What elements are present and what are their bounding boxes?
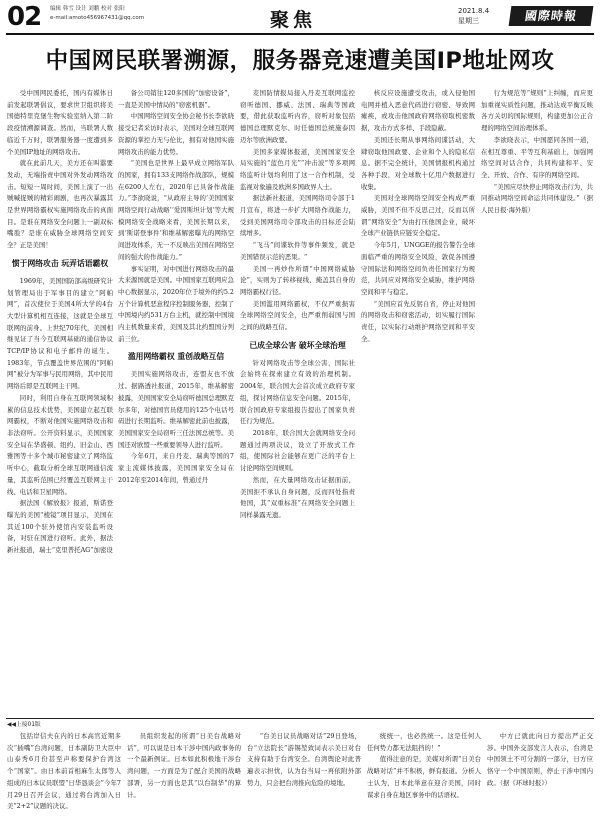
staff-line: 编辑 韩雪 设计 刘鹏 校对 张阳 xyxy=(50,6,125,12)
article-paragraph: 美国对全球网络空间安全构成严重威胁，美国不但不反思己过，反而以所谓“网络安全”为由打压他国企业，破坏全球产业链供应链安全稳定。 xyxy=(361,194,475,238)
article-paragraph: 据法国《解放报》报道，斯诺登曝光的美国“棱镜”项目显示，美国在其近100个驻外使馆内安装监听设备，对驻在国进行窃听。此外，据法新社报道，瑞士“克里普托AG”加密设 xyxy=(7,499,113,555)
article-paragraph: 麦国防情报局接入丹麦互联网监控窃听德国、挪威、法国、瑞典等国政要，借此获取监听内容，窃听对象包括德国总理默克尔、时任德国总统施泰因迈尔等欧洲政要。 xyxy=(240,89,355,144)
section-title: 聚焦 xyxy=(270,9,317,31)
article-paragraph: 事实证明，对中国进行网络攻击的最大来源国就是美国。中国国家互联网应急中心数据显示，2020年位于境外的约5.2万个计算机恶意程序控制服务器，控制了中国境内约531万台主机，就控制中国境内主机数量来看，美国及其北约盟国分列前三位。 xyxy=(118,264,234,343)
article-paragraph: 核反应设施遭受攻击，或入侵他国电网并植入恶意代码进行窃密、导致网瘫痪，或攻击他国政府网络窃取机密数据，攻击方式多样、手段隐蔽。 xyxy=(361,89,475,133)
article-column-4 xyxy=(361,88,475,715)
article-paragraph: 受中国网民委托，国内有媒体日前发起联署倡议，要求世卫组织将美国德特里克堡生物实验室纳入第二阶段疫情溯源调查。然而，当联署人数临近千万时，联署服务器一度遭到多个美国IP地址的网络攻击。 xyxy=(7,89,113,156)
article-column-3 xyxy=(240,88,355,715)
article-paragraph: “美国应尽快停止网络攻击行为，共同推动网络空间命运共同体建设。”（据人民日报·海外版） xyxy=(481,182,593,215)
article-paragraph: 中方已就此向日方提出严正交涉。中国外交部发言人表示，台湾是中国领土不可分割的一部分，日方应恪守一个中国原则，停止干涉中国内政。（据《环球时报》） xyxy=(487,732,593,787)
article-paragraph: 李欲晓表示，中国愿同各国一道，在相互尊重、平等互利基础上，加强网络空间对话合作，共同构建和平、安全、开放、合作、有序的网络空间。 xyxy=(481,135,593,179)
masthead-divider xyxy=(6,33,594,35)
article-column-1 xyxy=(7,88,113,715)
article-headline: 中国网民联署溯源，服务器竞速遭美国IP地址网攻 xyxy=(45,48,555,74)
continued-column-2 xyxy=(127,731,241,824)
section-subhead: 滥用网络霸权 重创战略互信 xyxy=(127,352,225,362)
article-paragraph: 行为规范等“规则”上纠缠，而应更加重视实质性问题，推动达成平衡反映各方关切的国际规则，构建更加公正合理的网络空间治理体系。 xyxy=(481,89,593,133)
issue-date xyxy=(458,6,489,26)
continued-column-1 xyxy=(7,731,121,824)
continuation-marker: ◀◀上接01版 xyxy=(7,722,41,728)
article-paragraph: “美国应首先反躬自省，停止对他国的网络攻击和窃密活动，切实履行国际责任，以实际行动维护网络空间和平安全。 xyxy=(361,299,475,343)
article-paragraph: 美国多家媒体报道，美国国家安全局实施的“蓝色月光”“冲击波”等多项网络监听计划均利用了这一合作机制，受监视对象遍及欧洲多国政界人士。 xyxy=(240,147,355,191)
newspaper-logo: 國際時報 xyxy=(509,6,594,26)
article-paragraph: 1969年，美国国防部高级研究计划管理局出于军事目的建立“阿帕网”，首次使位于美国4所大学的4台大型计算机相互连接，这就是全球互联网的前身。上世纪70年代，美国相继见证了当今互联网基础的通信协议TCP/IP协议和电子邮件的诞生。1983年，节点覆盖世界范围的“阿帕网”被分为军事与民用网络，其中民用网络后即是互联网主干网。 xyxy=(7,276,113,391)
continued-column-4 xyxy=(367,731,481,824)
masthead xyxy=(0,0,600,34)
article-paragraph: 美国实施网络攻击，连盟友也不放过。据路透社报道，2015年，维基解密披露，美国国家安全局窃听德国总理默克尔多年，对德国官员使用的125个电话号码进行长期监听。维基解密此前也披露，美国国家安全局窃听三任法国总统等。美国还对欧盟一些重要领导人进行监听。 xyxy=(118,370,234,449)
article-paragraph: “美国也是世界上最早成立网络军队的国家，拥有133支网络作战部队，规模在6200人左右，2020年已具备作战能力。”李欲晓说，“从政府主导的‘美国国家网络空间行动战略’‘爱因斯坦计划’等大规模网络安全战略来看，美国长期以来，到‘斯诺登事件’和维基解密曝光的网络空间进攻体系，无一不反映出美国在网络空间的强大的作战能力。” xyxy=(118,159,234,261)
article-paragraph: 中国网络空间安全协会秘书长李欲晓接受记者采访时表示，美国对全球互联网资源的掌控力无与伦比，拥有对他国实施网络攻击的能力优势。 xyxy=(118,112,234,156)
article-paragraph: 统统一，也必然统一。这是任何人任何势力都无法阻挡的！” xyxy=(367,732,481,752)
staff-email: e-mail:amoto456967431@qq.com xyxy=(50,15,145,21)
continued-column-3 xyxy=(247,731,361,824)
article-paragraph: 然而，在大量网络攻击证据面前，美国拒不承认自身问题，反而四处指责他国，其“双重标准”在网络安全问题上同样暴露无遗。 xyxy=(240,475,355,519)
weekday-text: 星期三 xyxy=(458,17,479,25)
staff-credits xyxy=(50,5,144,23)
article-paragraph: 美国滥用网络霸权，不仅严重损害全球网络空间安全，也严重削弱国与国之间的战略互信。 xyxy=(240,299,355,332)
continued-column-5 xyxy=(487,731,593,824)
article-paragraph: “飞马”间谍软件等事件频发，就是美国错误示范的恶果。“ xyxy=(240,241,355,261)
article-paragraph: 今年6月，来自丹麦、瑞典等国的7家主流媒体披露，美国国家安全局在2012年至2014年间，曾通过丹 xyxy=(118,452,234,484)
section-subhead: 惯于网络攻击 玩弄话语霸权 xyxy=(11,258,109,268)
article-paragraph: 美国还长期从事网络间谍活动，大肆窃取他国政要、企业和个人的隐私信息。据不完全统计，美国情报机构通过各种手段，对全球数十亿用户数据进行收集。 xyxy=(361,135,475,191)
article-paragraph: 员组织发起的所谓“日美台战略对话”，可以说是日本干涉中国内政事务的一个最新例证。日本如此积极地干涉台湾问题，一方面是为了配合美国的战略部署，另一方面也是其“以台制华”的算计。 xyxy=(127,732,241,799)
article-paragraph: 值得注意的是，美媒对所谓“日美台战略对话”并不积极，鲜有报道。分析人士认为，日本此举意在迎合美国，同时谋求自身在地区事务中的话语权。 xyxy=(367,755,481,799)
article-paragraph: 就在此前几天，美方还在叫嚣要发动，无端指责中国对外发动网络攻击。短短一周时间，美国上演了一出贼喊捉贼的精彩闹剧，也再次暴露其是世界网络霸权实施网络攻击的真面目。是谁在网络安全问题上一副双标嘴脸？是谁在威胁全球网络空间安全？正是美国！ xyxy=(7,159,113,250)
page-number: 02 xyxy=(7,2,42,32)
article-paragraph: 针对网络攻击等全球公害，国际社会始终在探索建立有效的治理机制。2004年，联合国大会首次成立政府专家组，探讨网络信息安全问题。2015年，联合国政府专家组报告提出了国家负责任行为规范。 xyxy=(240,358,355,426)
article-column-2 xyxy=(118,88,234,715)
section-divider xyxy=(6,718,594,719)
article-paragraph: 美国一再炒作所谓“中国网络威胁论”，实则为了转移视线、掩盖其自身的网络霸权行径。 xyxy=(240,264,355,296)
article-paragraph: 今年5月，UNGGE的报告警告全球面临严重的网络安全风险，敦促各国遵守国际法和网络空间负责任国家行为规范，共同应对网络安全威胁，维护网络空间和平与稳定。 xyxy=(361,241,475,296)
article-paragraph: 同时，利用自身在互联网领域积累的信息技术优势，美国建立起互联网霸权，不断对他国实施网络攻击和非法窃听。公开资料显示，美国国家安全局在华盛顿、纽约、旧金山、西雅图等十多个城市秘密建立了网络监听中心，截取分析全球互联网通信流量，其监听范围已经覆盖互联网主干线、电话和卫星网络。 xyxy=(7,393,113,496)
article-paragraph: 据法新社报道，美国网络司令部于1月宣布，将进一步扩大网络作战能力，受到美国网络司令部攻击的目标还会陆续增多。 xyxy=(240,194,355,238)
article-paragraph: 备公司销往120多国的“加密设备”，一直是美国中情局的“窃密机器”。 xyxy=(118,89,234,109)
article-paragraph: 包括岸信夫在内的日本高官近期多次“插嘴”台湾问题，日本副防卫大臣中山泰秀6月份甚至声称要保护台湾这个“国家”。由日本前首相麻生太郎等人组成的日本议员联盟“日华恳谈会”今年7月29日召开会议，通过将台湾加入日美“2+2”议题的决议。 xyxy=(7,732,121,811)
date-text: 2021.8.4 xyxy=(458,7,490,15)
section-subhead: 已成全球公害 破坏全球治理 xyxy=(249,340,346,350)
article-column-5 xyxy=(481,88,593,715)
article-paragraph: 2018年，联合国大会就网络安全问题通过两项决议，设立了开放式工作组，使国际社会能够在更广泛的平台上讨论网络空间规则。 xyxy=(240,428,355,473)
article-paragraph: “台美日议员战略对话”29日登场，台“立法院长”游锡堃致词表示美日对台支持有助于台湾安全。台湾舆论对此普遍表示担忧，认为台当局一再依附外部势力，只会把台湾推向危险的境地。 xyxy=(247,732,361,787)
